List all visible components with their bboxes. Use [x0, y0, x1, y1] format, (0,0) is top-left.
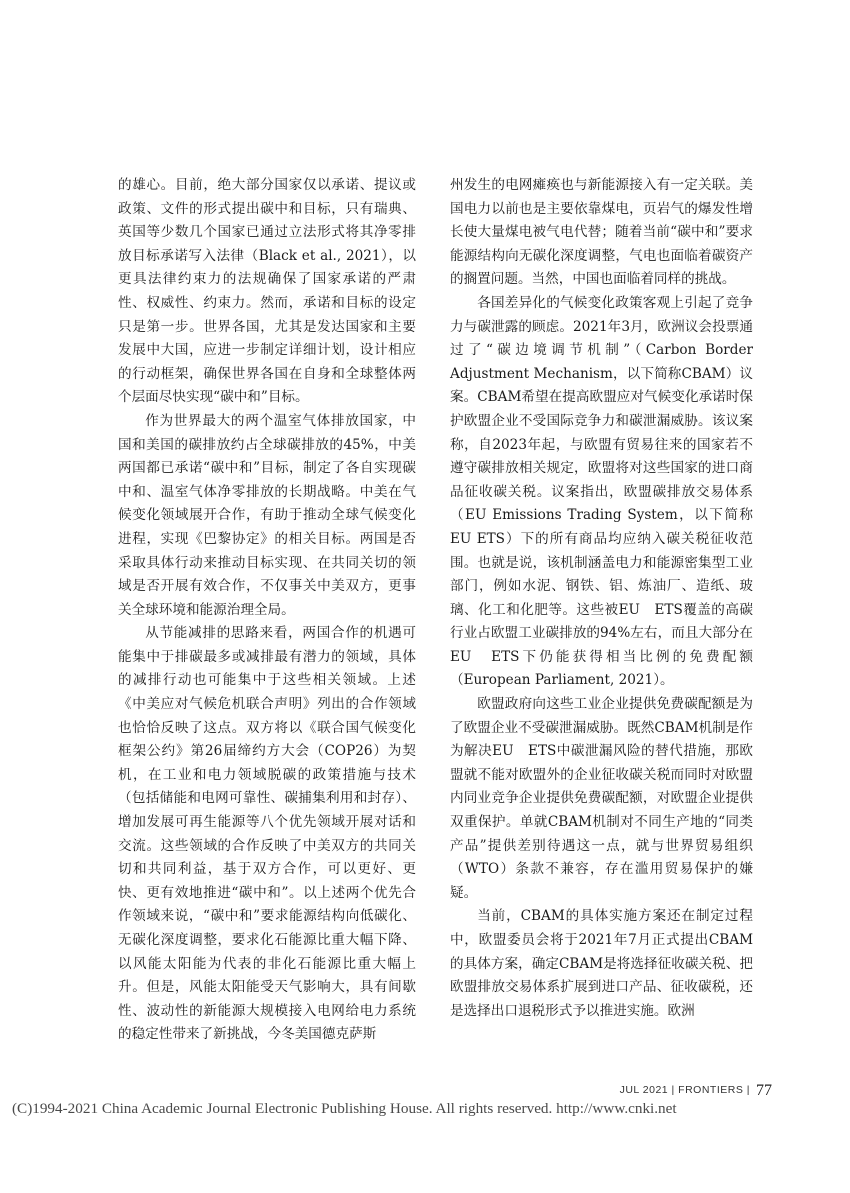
page-number: 77: [756, 1082, 772, 1099]
right-column: [450, 174, 753, 1023]
paragraph: 当前，CBAM的具体实施方案还在制定过程中，欧盟委员会将于2021年7月正式提出CBAM的具体方案，确定CBAM是将选择征收碳关税、把欧盟排放交易体系扩展到进口产品、征收碳税，还是选择出口退税形式予以推进实施。欧洲: [450, 908, 753, 1019]
paragraph: 州发生的电网瘫痪也与新能源接入有一定关联。美国电力以前也是主要依靠煤电，页岩气的爆发性增长使大量煤电被气电代替；随着当前“碳中和”要求能源结构向无碳化深度调整，气电也面临着碳资产的搁置问题。当然，中国也面临着同样的挑战。: [450, 177, 753, 288]
paragraph: 作为世界最大的两个温室气体排放国家，中国和美国的碳排放约占全球碳排放的45%，中美两国都已承诺“碳中和”目标，制定了各自实现碳中和、温室气体净零排放的长期战略。中美在气候变化领域展开合作，有助于推动全球气候变化进程，实现《巴黎协定》的相关目标。两国是否采取具体行动来推动目标实现、在共同关切的领域是否开展有效合作，不仅事关中美双方，更事关全球环境和能源治理全局。: [118, 412, 416, 618]
paragraph: 欧盟政府向这些工业企业提供免费碳配额是为了欧盟企业不受碳泄漏威胁。既然CBAM机制是作为解决EU ETS中碳泄漏风险的替代措施，那欧盟就不能对欧盟外的企业征收碳关税而同时对欧盟内同业竞争企业提供免费碳配额，对欧盟企业提供双重保护。单就CBAM机制对不同生产地的“同类产品”提供差别待遇这一点，就与世界贸易组织（WTO）条款不兼容，存在滥用贸易保护的嫌疑。: [450, 696, 753, 901]
paragraph: 的雄心。目前，绝大部分国家仅以承诺、提议或政策、文件的形式提出碳中和目标，只有瑞典、英国等少数几个国家已通过立法形式将其净零排放目标承诺写入法律（Black et al., 2021），以更具法律约束力的法规确保了国家承诺的严肃性、权威性、约束力。然而，承诺和目标的设定只是第一步。世界各国，尤其是发达国家和主要发展中大国，应进一步制定详细计划，设计相应的行动框架，确保世界各国在自身和全球整体两个层面尽快实现“碳中和”目标。: [118, 177, 416, 406]
paragraph: 各国差异化的气候变化政策客观上引起了竞争力与碳泄露的顾虑。2021年3月，欧洲议会投票通过了“碳边境调节机制”（Carbon Border Adjustment Mechanism，以下简称CBAM）议案。CBAM希望在提高欧盟应对气候变化承诺时保护欧盟企业不受国际竞争力和碳泄漏威胁。该议案称，自2023年起，与欧盟有贸易往来的国家若不遵守碳排放相关规定，欧盟将对这些国家的进口商品征收碳关税。议案指出，欧盟碳排放交易体系（EU Emissions Trading System，以下简称EU ETS）下的所有商品均应纳入碳关税征收范围。也就是说，该机制涵盖电力和能源密集型工业部门，例如水泥、钢铁、铝、炼油厂、造纸、玻璃、化工和化肥等。这些被EU ETS覆盖的高碳行业占欧盟工业碳排放的94%左右，而且大部分在EU ETS下仍能获得相当比例的免费配额（European Parliament, 2021）。: [450, 294, 753, 689]
left-column: [118, 174, 416, 1047]
paragraph: 从节能减排的思路来看，两国合作的机遇可能集中于排碳最多或减排最有潜力的领域，具体的减排行动也可能集中于这些相关领域。上述《中美应对气候危机联合声明》列出的合作领域也恰恰反映了这点。双方将以《联合国气候变化框架公约》第26届缔约方大会（COP26）为契机，在工业和电力领域脱碳的政策措施与技术（包括储能和电网可靠性、碳捕集利用和封存）、增加发展可再生能源等八个优先领域开展对话和交流。这些领域的合作反映了中美双方的共同关切和共同利益，基于双方合作，可以更好、更快、更有效地推进“碳中和”。以上述两个优先合作领域来说，“碳中和”要求能源结构向低碳化、无碳化深度调整，要求化石能源比重大幅下降、以风能太阳能为代表的非化石能源比重大幅上升。但是，风能太阳能受天气影响大，具有间歇性、波动性的新能源大规模接入电网给电力系统的稳定性带来了新挑战，今冬美国德克萨斯: [118, 625, 416, 1043]
running-footer: JUL 2021 | FRONTIERS |: [619, 1084, 750, 1096]
copyright-notice: (C)1994-2021 China Academic Journal Electronic Publishing House. All rights reserved. http://www.cnki.net: [12, 1100, 677, 1117]
